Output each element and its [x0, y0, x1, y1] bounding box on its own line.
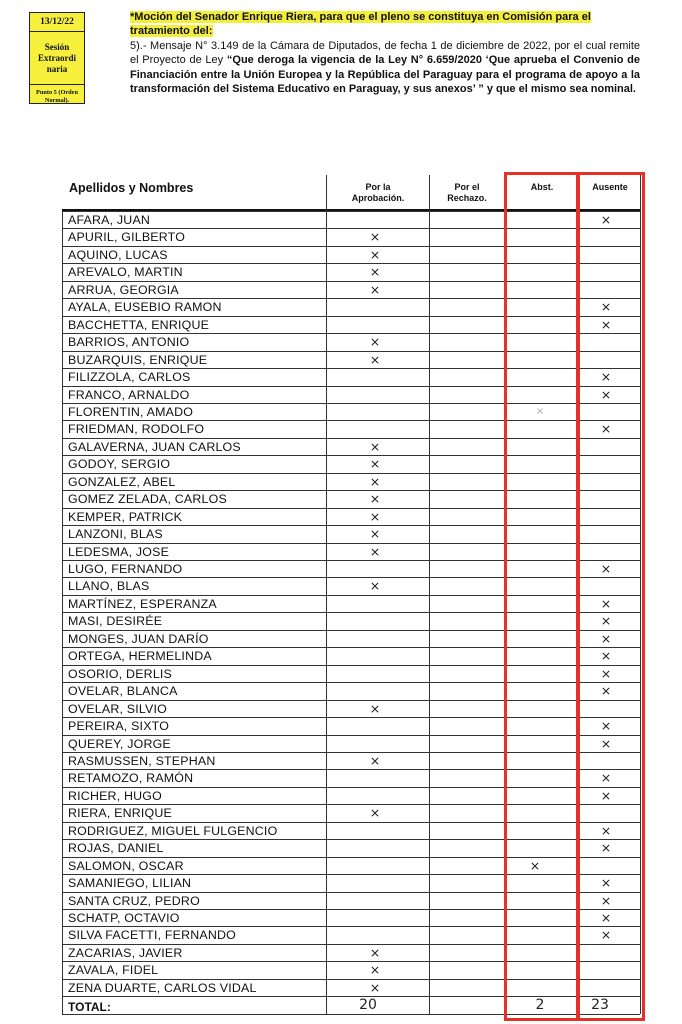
vote-mark: ×: [600, 421, 612, 437]
vote-mark: ×: [600, 386, 612, 402]
senator-name: ROJAS, DANIEL: [68, 841, 164, 856]
header-ausente: Ausente: [592, 182, 628, 192]
senator-name: BUZARQUIS, ENRIQUE: [68, 352, 208, 367]
senator-name: FRIEDMAN, RODOLFO: [68, 422, 205, 437]
senator-name: AREVALO, MARTIN: [68, 265, 183, 280]
ausente-highlight-box: [577, 172, 645, 1021]
abstencion-highlight-box: [504, 172, 579, 1021]
senator-name: FLORENTIN, AMADO: [68, 404, 194, 419]
vote-mark: ×: [369, 543, 381, 559]
vote-mark: ×: [369, 508, 381, 524]
vote-mark: ×: [600, 683, 612, 699]
header-rechazo: [432, 182, 502, 204]
session-kind-line: Sesión: [44, 42, 70, 52]
senator-name: ARRUA, GEORGIA: [68, 282, 179, 297]
senator-name: SILVA FACETTI, FERNANDO: [68, 928, 236, 943]
vote-mark: ×: [369, 473, 381, 489]
vote-mark: ×: [600, 718, 612, 734]
vote-mark: ×: [600, 369, 612, 385]
vote-mark: ×: [369, 962, 381, 978]
senator-name: SAMANIEGO, LILIAN: [68, 876, 192, 891]
senator-name: MARTÍNEZ, ESPERANZA: [68, 596, 217, 611]
vote-mark: ×: [369, 351, 381, 367]
total-label: TOTAL:: [68, 1000, 111, 1014]
punto-line: Punto 5 (Orden: [36, 89, 78, 96]
senator-name: RODRIGUEZ, MIGUEL FULGENCIO: [68, 823, 278, 838]
vote-mark: ×: [600, 927, 612, 943]
senator-name: GONZALEZ, ABEL: [68, 474, 176, 489]
vote-mark: ×: [369, 526, 381, 542]
senator-name: SALOMON, OSCAR: [68, 858, 184, 873]
senator-name: ZACARIAS, JAVIER: [68, 945, 183, 960]
vote-mark: ×: [369, 264, 381, 280]
vote-mark: ×: [600, 561, 612, 576]
senator-name: ZAVALA, FIDEL: [68, 963, 159, 978]
vote-mark: ×: [369, 979, 381, 995]
vote-mark: ×: [369, 805, 381, 821]
senator-name: LUGO, FERNANDO: [68, 562, 183, 576]
senator-name: RIERA, ENRIQUE: [68, 806, 173, 821]
senator-name: SANTA CRUZ, PEDRO: [68, 893, 200, 908]
vote-mark: ×: [369, 700, 381, 716]
senator-name: AYALA, EUSEBIO RAMON: [68, 300, 222, 315]
motion-body-bold: “Que deroga la vigencia de la Ley N° 6.659/2020 ‘Que aprueba el Convenio de Financiación entre la Unión Europea y la República del Paraguay para el programa de apoyo a la transformación del Sistema Educativo en Paraguay, y sus anexos’ ”: [130, 54, 641, 96]
senator-name: MASI, DESIRÉE: [68, 614, 163, 629]
senator-name: AFARA, JUAN: [68, 213, 151, 227]
vote-mark: ×: [600, 822, 612, 838]
vote-mark: ×: [600, 875, 612, 891]
vote-mark: ×: [529, 857, 541, 873]
header-aprobacion: [340, 182, 416, 204]
motion-body-post: y que el mismo sea nominal.: [483, 83, 636, 96]
vote-mark: ×: [369, 438, 381, 454]
senator-name: GALAVERNA, JUAN CARLOS: [68, 439, 241, 454]
senator-name: LLANO, BLAS: [68, 579, 150, 594]
session-kind-line: Extraordi: [38, 53, 76, 63]
vote-mark: ×: [369, 491, 381, 507]
vote-mark: ×: [600, 735, 612, 751]
vote-mark: ×: [535, 405, 545, 417]
header-names: Apellidos y Nombres: [69, 181, 194, 195]
vote-mark: ×: [600, 648, 612, 664]
vote-mark: ×: [600, 770, 612, 786]
senator-name: KEMPER, PATRICK: [68, 509, 183, 524]
header-line: Aprobación.: [351, 193, 405, 203]
senator-name: MONGES, JUAN DARÍO: [68, 631, 209, 646]
vote-mark: ×: [369, 578, 381, 594]
senator-name: RICHER, HUGO: [68, 788, 162, 803]
vote-mark: ×: [369, 281, 381, 297]
total-abstencion: 2: [535, 997, 545, 1013]
vote-mark: ×: [600, 613, 612, 629]
vote-mark: ×: [600, 892, 612, 908]
vote-mark: ×: [369, 456, 381, 472]
vote-mark: ×: [369, 752, 381, 768]
header-line: Por el: [454, 182, 480, 192]
senator-name: BARRIOS, ANTONIO: [68, 335, 190, 350]
vote-mark: ×: [600, 299, 612, 315]
vote-mark: ×: [600, 665, 612, 681]
senator-name: APURIL, GILBERTO: [68, 230, 186, 245]
senator-name: OVELAR, SILVIO: [68, 701, 167, 716]
vote-mark: ×: [369, 229, 381, 245]
header-abstencion: Abst.: [530, 182, 554, 192]
senator-name: FRANCO, ARNALDO: [68, 387, 190, 402]
total-aprobacion: 20: [359, 997, 377, 1013]
senator-name: SCHATP, OCTAVIO: [68, 911, 180, 925]
senator-name: RASMUSSEN, STEPHAN: [68, 753, 216, 768]
senator-name: RETAMOZO, RAMÓN: [68, 771, 194, 786]
senator-name: OVELAR, BLANCA: [68, 684, 178, 699]
senator-name: ZENA DUARTE, CARLOS VIDAL: [68, 980, 257, 995]
vote-mark: ×: [369, 944, 381, 960]
header-line: Por la: [365, 182, 391, 192]
session-kind-line: naria: [46, 64, 68, 74]
motion-body-pre: 5).- Mensaje N° 3.149 de la Cámara de Diputados, de fecha 1 de diciembre de 2022, por el cual remite el Proyecto de Ley: [130, 39, 640, 67]
senator-name: PEREIRA, SIXTO: [68, 719, 170, 734]
senator-name: AQUINO, LUCAS: [68, 247, 168, 262]
senator-name: GOMEZ ZELADA, CARLOS: [68, 492, 227, 507]
total-ausente: 23: [591, 997, 609, 1013]
vote-mark: ×: [600, 910, 612, 925]
vote-mark: ×: [600, 212, 612, 227]
vote-mark: ×: [600, 595, 612, 611]
vote-mark: ×: [600, 630, 612, 646]
senator-name: LANZONI, BLAS: [68, 527, 163, 542]
senator-name: OSORIO, DERLIS: [68, 666, 173, 681]
senator-name: ORTEGA, HERMELINDA: [68, 649, 212, 664]
senator-name: GODOY, SERGIO: [68, 457, 171, 472]
motion-title: *Moción del Senador Enrique Riera, para que el pleno se constituya en Comisión para el tratamiento del:: [130, 11, 591, 38]
session-date: 13/12/22: [40, 17, 74, 27]
vote-mark: ×: [600, 787, 612, 803]
punto-line: Normal).: [44, 96, 70, 104]
senator-name: LEDESMA, JOSE: [68, 544, 170, 559]
vote-mark: ×: [369, 246, 381, 262]
vote-mark: ×: [600, 840, 612, 856]
senator-name: QUEREY, JORGE: [68, 736, 171, 751]
vote-mark: ×: [600, 316, 612, 332]
senator-name: BACCHETTA, ENRIQUE: [68, 317, 210, 332]
senator-name: FILIZZOLA, CARLOS: [68, 370, 191, 385]
header-line: Rechazo.: [447, 193, 487, 203]
vote-mark: ×: [369, 334, 381, 350]
